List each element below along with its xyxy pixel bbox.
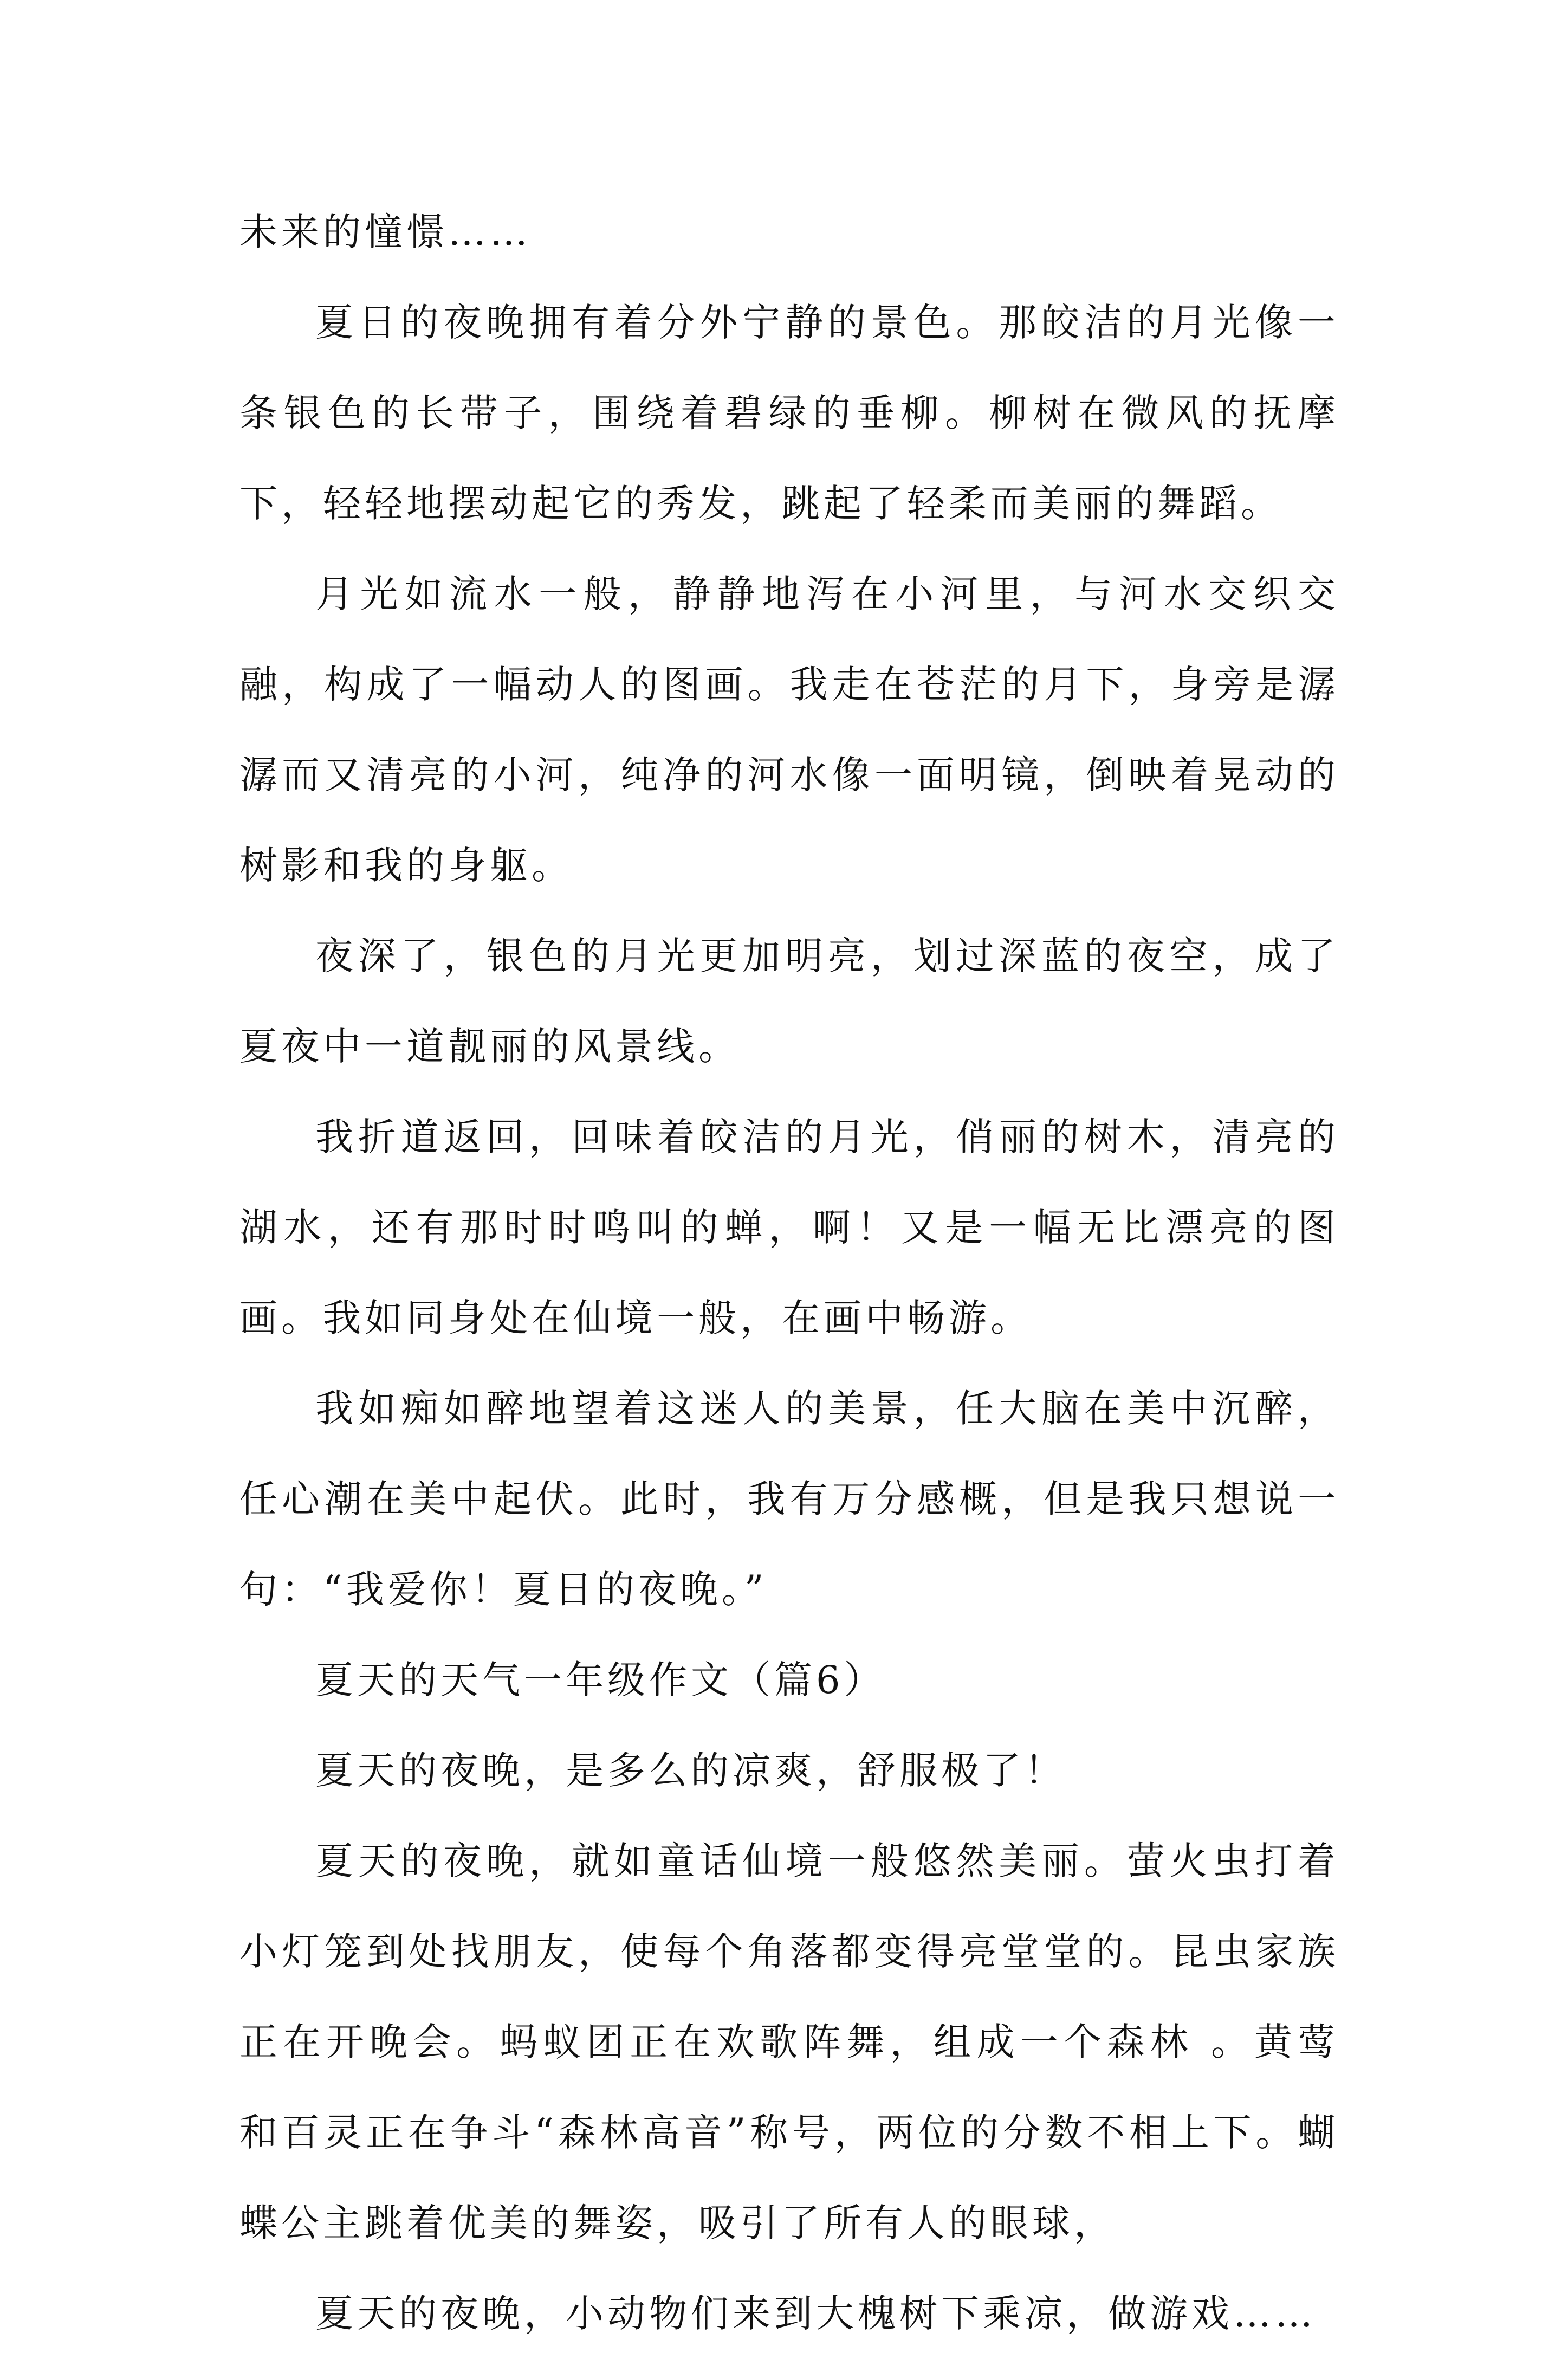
paragraph: 夏天的夜晚，就如童话仙境一般悠然美丽。萤火虫打着小灯笼到处找朋友，使每个角落都变得亮堂堂的。昆虫家族正在开晚会。蚂蚁团正在欢歌阵舞，组成一个森林 。黄莺和百灵正在争斗“森林高音”称号，两位的分数不相上下。蝴蝶公主跳着优美的舞姿，吸引了所有人的眼球， [239,1839,1339,2245]
paragraph: 夜深了，银色的月光更加明亮，划过深蓝的夜空，成了夏夜中一道靓丽的风景线。 [239,934,1339,1069]
body-text [239,187,1339,2359]
paragraph: 我如痴如醉地望着这迷人的美景，任大脑在美中沉醉，任心潮在美中起伏。此时，我有万分感概，但是我只想说一句：“我爱你！夏日的夜晚。” [239,1386,1339,1612]
paragraph-continuation: 未来的憧憬…… [239,210,532,254]
section-heading: 夏天的天气一年级作文（篇6） [315,1658,886,1702]
paragraph: 我折道返回，回味着皎洁的月光，俏丽的树木，清亮的湖水，还有那时时鸣叫的蝉，啊！又是一幅无比漂亮的图画。我如同身处在仙境一般，在画中畅游。 [239,1115,1339,1340]
paragraph: 夏天的夜晚，小动物们来到大槐树下乘凉，做游戏…… [315,2291,1317,2336]
paragraph: 月光如流水一般，静静地泻在小河里，与河水交织交融，构成了一幅动人的图画。我走在苍茫的月下，身旁是潺潺而又清亮的小河，纯净的河水像一面明镜，倒映着晃动的树影和我的身躯。 [239,572,1339,888]
paragraph: 夏天的夜晚，是多么的凉爽，舒服极了！ [315,1748,1066,1793]
paragraph: 夏日的夜晚拥有着分外宁静的景色。那皎洁的月光像一条银色的长带子，围绕着碧绿的垂柳。柳树在微风的抚摩下，轻轻地摆动起它的秀发，跳起了轻柔而美丽的舞蹈。 [239,300,1339,526]
